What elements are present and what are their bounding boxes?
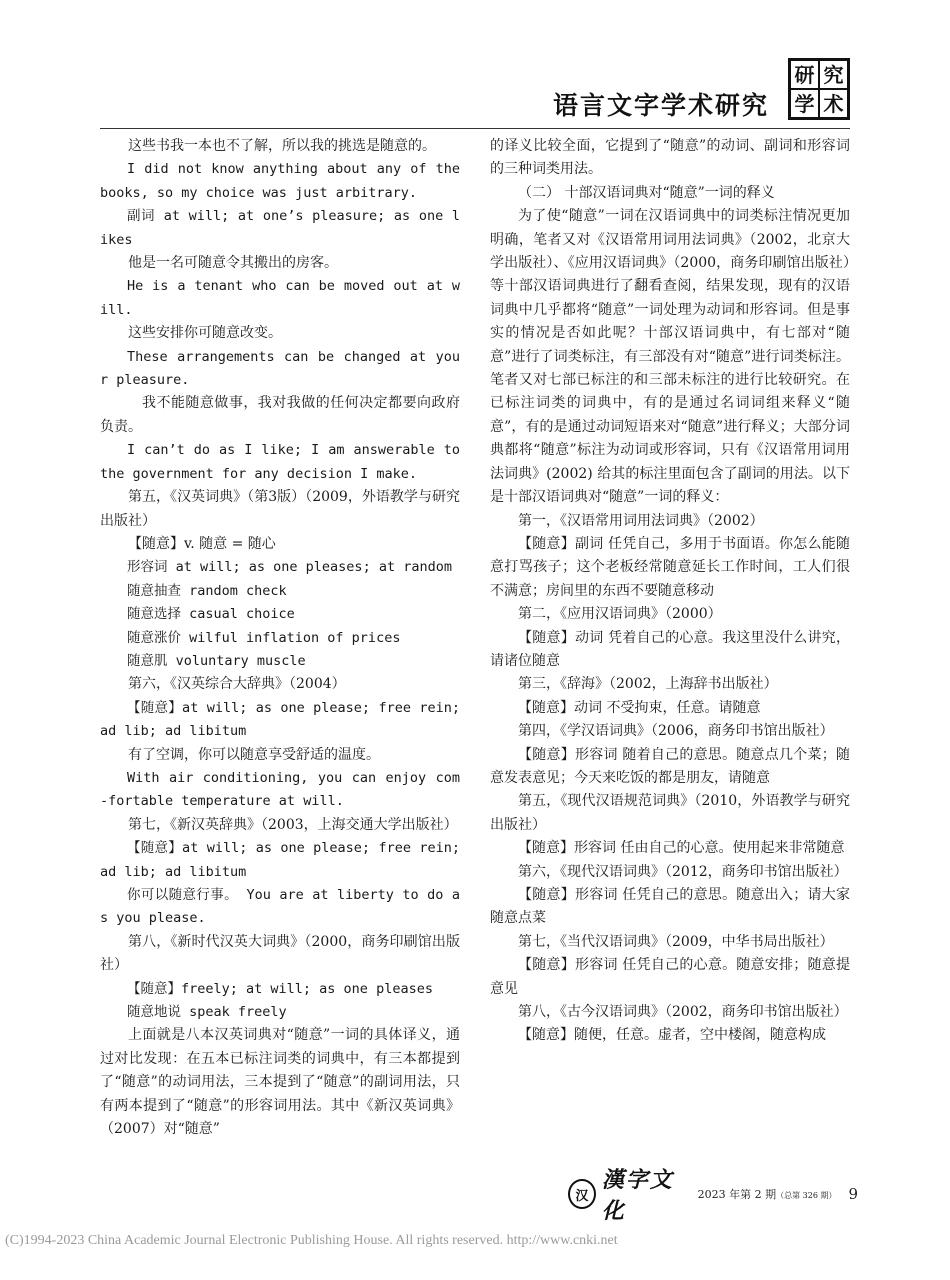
- paragraph: 【随意】at will; as one please; free rein; ad lib; ad libitum: [100, 699, 460, 740]
- paragraph: 【随意】随便，任意。虚者，空中楼阁，随意构成: [518, 1027, 826, 1044]
- page-footer: [568, 1167, 858, 1224]
- paragraph: 有了空调，你可以随意享受舒适的温度。: [128, 746, 380, 763]
- paragraph: These arrangements can be changed at your pleasure.: [100, 348, 460, 389]
- paragraph: 形容词 at will; as one pleases; at random: [127, 559, 452, 576]
- issue-total: （总第 326 期）: [776, 1191, 837, 1200]
- journal-brand: 漢字文化: [601, 1167, 674, 1224]
- paragraph: 【随意】形容词 任凭自己的意思。随意出入；请大家随意点菜: [490, 887, 850, 927]
- paragraph: With air conditioning, you can enjoy com-fortable temperature at will.: [100, 769, 460, 810]
- paragraph: 随意抽查 random check: [127, 582, 287, 599]
- paragraph: 第四，《学汉语词典》（2006，商务印书馆出版社）: [518, 723, 834, 740]
- paragraph: （二） 十部汉语词典对“随意”一词的释义: [518, 184, 775, 201]
- paragraph: 第六，《现代汉语词典》（2012，商务印书馆出版社）: [518, 863, 848, 880]
- paragraph: 第五，《汉英词典》（第3版）（2009，外语教学与研究出版社）: [100, 489, 460, 529]
- paragraph: 第七，《新汉英辞典》（2003，上海交通大学出版社）: [128, 816, 458, 833]
- seal-char: 术: [819, 89, 848, 118]
- paragraph: 这些书我一本也不了解，所以我的挑选是随意的。: [128, 138, 436, 154]
- paragraph: 我不能随意做事，我对我做的任何决定都要向政府负责。: [100, 395, 460, 435]
- left-column: [100, 135, 460, 1141]
- seal-char: 学: [790, 89, 819, 118]
- paragraph: 副词 at will; at one’s pleasure; as one likes: [100, 208, 460, 248]
- journal-section-title: 语言文字学术研究: [553, 91, 770, 120]
- paragraph: 随意选择 casual choice: [127, 606, 295, 623]
- paragraph: He is a tenant who can be moved out at will.: [100, 278, 460, 318]
- paragraph: 为了使“随意”一词在汉语词典中的词类标注情况更加明确，笔者又对《汉语常用词用法词典》（2002，北京大学出版社）、《应用汉语词典》（2000，商务印刷馆出版社）等十部汉语词典进行了翻看查阅，结果发现，现有的汉语词典中几乎都将“随意”一词处理为动词和形容词。但是事实的情况是否如此呢？十部汉语词典中，有七部对“随意”进行了词类标注，有三部没有对“随意”进行词类标注。笔者又对七部已标注的和三部未标注的进行比较研究。在已标注词类的词典中，有的是通过名词词组来释义“随意”，有的是通过动词短语来对“随意”进行释义；大部分词典都将“随意”标注为动词或形容词，只有《汉语常用词用法词典》(2002) 给其的标注里面包含了副词的用法。以下是十部汉语词典对“随意”一词的释义：: [490, 208, 850, 506]
- section-seal-logo: [788, 58, 850, 120]
- paragraph: 上面就是八本汉英词典对“随意”一词的具体译义，通过对比发现：在五本已标注词类的词典中，有三本都提到了“随意”的动词用法，三本提到了“随意”的副词用法，只有两本提到了“随意”的形容词用法。其中《新汉英词典》（2007）对“随意”: [100, 1027, 460, 1138]
- issue-number: 2023 年第 2 期: [697, 1188, 777, 1201]
- paragraph: 你可以随意行事。 You are at liberty to do as you please.: [100, 887, 460, 927]
- paragraph: 【随意】形容词 任凭自己的心意。随意安排；随意提意见: [490, 957, 850, 997]
- paragraph: 【随意】形容词 随着自己的意思。随意点几个菜；随意发表意见；今天来吃饭的都是朋友，请随意: [490, 746, 850, 786]
- seal-char: 研: [790, 60, 819, 89]
- paragraph: 的译义比较全面，它提到了“随意”的动词、副词和形容词的三种词类用法。: [490, 138, 850, 178]
- paragraph: 【随意】动词 凭着自己的心意。我这里没什么讲究，请诸位随意: [490, 629, 850, 669]
- paragraph: 【随意】副词 任凭自己，多用于书面语。你怎么能随意打骂孩子；这个老板经常随意延长工作时间，工人们很不满意；房间里的东西不要随意移动: [490, 535, 850, 599]
- paragraph: 【随意】at will; as one please; free rein; ad lib; ad libitum: [100, 840, 460, 880]
- paragraph: 随意地说 speak freely: [127, 1004, 287, 1021]
- paragraph: 第八，《古今汉语词典》（2002，商务印书馆出版社）: [518, 1004, 848, 1021]
- paragraph: 他是一名可随意令其搬出的房客。: [128, 255, 338, 272]
- paragraph: 第一，《汉语常用词用法词典》（2002）: [518, 512, 764, 529]
- journal-logo-icon: 汉: [568, 1179, 596, 1209]
- paragraph: I can’t do as I like; I am answerable to the government for any decision I make.: [100, 442, 460, 482]
- copyright-notice: (C)1994-2023 China Academic Journal Electronic Publishing House. All rights reserved. http://www.cnki.net: [5, 1233, 618, 1248]
- paragraph: 【随意】动词 不受拘束，任意。请随意: [518, 699, 761, 716]
- paragraph: 第八，《新时代汉英大词典》（2000，商务印刷馆出版社）: [100, 933, 460, 974]
- paragraph: I did not know anything about any of the books, so my choice was just arbitrary.: [100, 161, 460, 201]
- paragraph: 这些安排你可随意改变。: [128, 325, 282, 342]
- paragraph: 随意肌 voluntary muscle: [127, 652, 306, 669]
- right-column: [490, 135, 850, 1048]
- paragraph: 第七，《当代汉语词典》（2009，中华书局出版社）: [518, 933, 834, 950]
- paragraph: 第六，《汉英综合大辞典》（2004）: [128, 676, 346, 693]
- paragraph: 【随意】v. 随意 = 随心: [128, 535, 276, 552]
- paragraph: 第二，《应用汉语词典》（2000）: [518, 606, 722, 623]
- paragraph: 第五，《现代汉语规范词典》（2010，外语教学与研究出版社）: [490, 793, 850, 833]
- issue-info: [698, 1186, 837, 1202]
- paragraph: 第三，《辞海》（2002，上海辞书出版社）: [518, 676, 778, 693]
- header-rule: [100, 128, 850, 129]
- seal-char: 究: [819, 60, 848, 89]
- paragraph: 【随意】形容词 任由自己的心意。使用起来非常随意: [518, 840, 845, 857]
- paragraph: 随意涨价 wilful inflation of prices: [127, 629, 401, 646]
- page-number: 9: [848, 1185, 858, 1203]
- paragraph: 【随意】freely; at will; as one pleases: [127, 980, 433, 997]
